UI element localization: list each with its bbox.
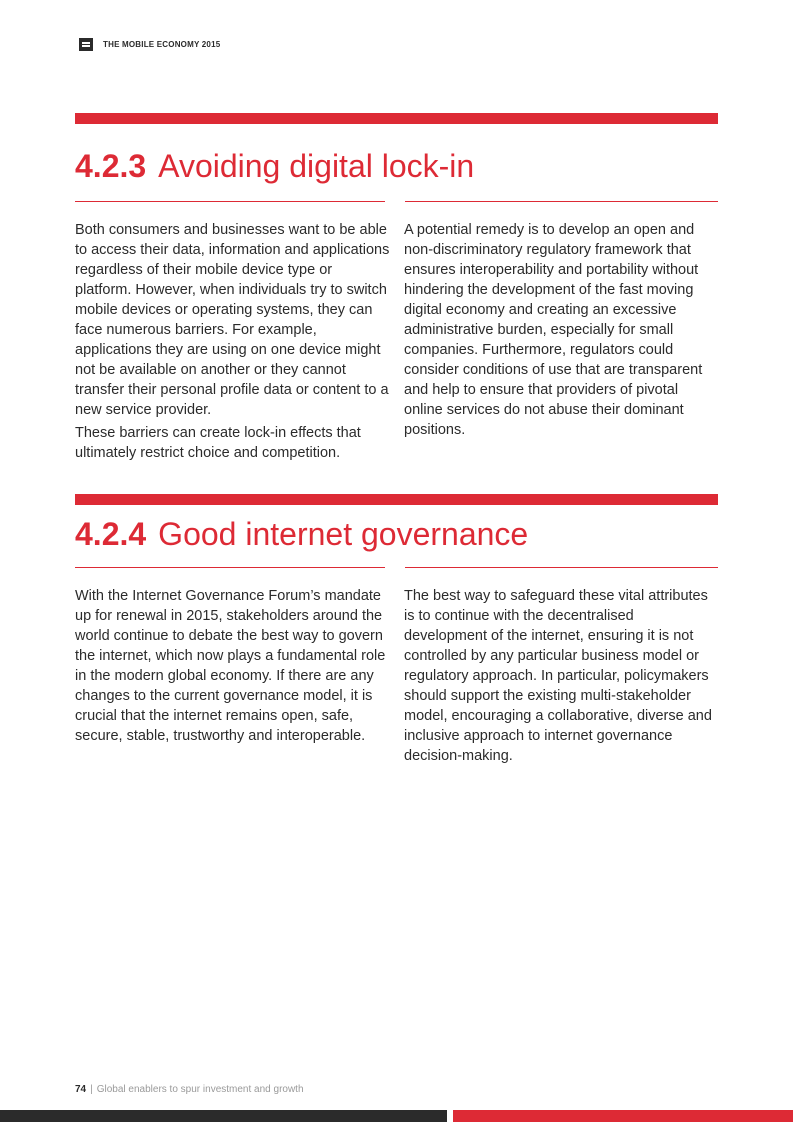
page-number: 74 xyxy=(75,1084,87,1095)
footer-red-bar xyxy=(453,1110,793,1122)
section-number: 4.2.3 xyxy=(75,148,147,184)
gsma-logo-icon xyxy=(79,38,93,51)
column-rule xyxy=(405,567,718,568)
right-column xyxy=(404,586,720,766)
column-rule xyxy=(75,567,385,568)
column-rule xyxy=(405,201,718,202)
left-column xyxy=(75,220,391,463)
left-column xyxy=(75,586,391,746)
footer-dark-bar xyxy=(0,1110,447,1122)
section-heading xyxy=(75,518,528,550)
section-title: Avoiding digital lock-in xyxy=(158,148,475,184)
header-title: THE MOBILE ECONOMY 2015 xyxy=(103,40,221,49)
footer-chapter-title: Global enablers to spur investment and growth xyxy=(96,1084,304,1095)
section-title: Good internet governance xyxy=(158,516,529,552)
paragraph: A potential remedy is to develop an open and non-discriminatory regulatory framework that ensures interoperability and portability without hindering the development of the fast moving digital economy and creating an excessive administrative burden, especially for small companies. Furthermore, regulators could consider conditions of use that are transparent and help to ensure that providers of pivotal online services do not abuse their dominant positions. xyxy=(404,222,703,438)
paragraph: The best way to safeguard these vital attributes is to continue with the decentralised development of the internet, ensuring it is not controlled by any particular business model or regulatory approach. In particular, policymakers should support the existing multi-stakeholder model, encouraging a collaborative, diverse and inclusive approach to internet governance decision-making. xyxy=(404,588,712,764)
section-divider-bar xyxy=(75,494,718,505)
footer-separator: | xyxy=(90,1084,93,1095)
paragraph: These barriers can create lock-in effects that ultimately restrict choice and competition. xyxy=(75,425,361,461)
section-number: 4.2.4 xyxy=(75,516,147,552)
section-heading xyxy=(75,150,474,182)
column-rule xyxy=(75,201,385,202)
page-footer xyxy=(75,1084,304,1095)
section-divider-bar xyxy=(75,113,718,124)
running-header xyxy=(79,38,220,51)
paragraph: Both consumers and businesses want to be able to access their data, information and applications regardless of their mobile device type or platform. However, when individuals try to switch mobile devices or operating systems, they can face numerous barriers. For example, applications they are using on one device might not be available on another or they cannot transfer their personal profile data or content to a new service provider. xyxy=(75,222,390,418)
right-column xyxy=(404,220,720,440)
paragraph: With the Internet Governance Forum’s mandate up for renewal in 2015, stakeholders around the world continue to debate the best way to govern the internet, which now plays a fundamental role in the modern global economy. If there are any changes to the current governance model, it is crucial that the internet remains open, safe, secure, stable, trustworthy and interoperable. xyxy=(75,588,386,744)
